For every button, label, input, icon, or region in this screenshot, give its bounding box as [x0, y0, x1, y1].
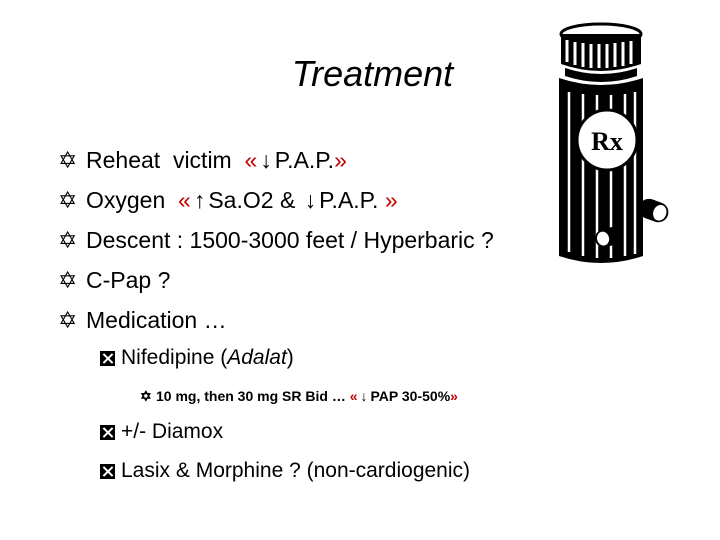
down-arrow-icon: ↓ [360, 388, 368, 404]
sub-item-nifedipine [100, 342, 294, 374]
star-bullet-icon: ✡ [58, 146, 78, 173]
sub-item-text-italic: Adalat [227, 346, 287, 369]
star-bullet-icon: ✡ [58, 226, 78, 253]
sub-item-text: Nifedipine ( [121, 346, 228, 369]
detail-dosage [140, 385, 458, 407]
star-bullet-icon: ✡ [58, 266, 78, 293]
bullet-text: Oxygen [86, 186, 179, 213]
open-quote: « [349, 388, 358, 404]
bullet-descent [58, 223, 494, 257]
close-quote: » [450, 388, 458, 404]
prescription-bottle-icon [545, 18, 705, 283]
sub-item-text: ) [286, 346, 294, 369]
boxed-x-icon [100, 425, 115, 440]
star-bullet-icon: ✡ [140, 387, 152, 404]
sub-item-text: +/- Diamox [121, 420, 224, 443]
bullet-text: Medication … [86, 306, 227, 333]
star-bullet-icon: ✡ [58, 186, 78, 213]
open-quote: « [178, 186, 191, 213]
open-quote: « [244, 146, 258, 173]
slide-title: Treatment [291, 53, 454, 94]
close-quote: » [384, 186, 398, 213]
close-quote: » [334, 146, 347, 173]
bullet-text: P.A.P. [319, 186, 385, 213]
bullet-oxygen [58, 183, 398, 217]
bullet-text: Reheat victim [86, 146, 245, 173]
bullet-reheat [58, 143, 347, 177]
sub-item-diamox [100, 416, 223, 448]
down-arrow-icon: ↓ [304, 186, 317, 213]
up-arrow-icon: ↑ [193, 186, 206, 213]
bullet-text: C-Pap ? [86, 266, 171, 293]
bullet-cpap [58, 263, 170, 297]
star-bullet-icon: ✡ [58, 306, 78, 333]
boxed-x-icon [100, 464, 115, 479]
detail-text: 10 mg, then 30 mg SR Bid … [156, 388, 350, 404]
bullet-text: P.A.P. [274, 146, 335, 173]
detail-text: PAP 30-50% [370, 388, 451, 404]
bullet-text: Sa.O2 & [208, 186, 302, 213]
rx-label: Rx [591, 127, 623, 156]
bullet-text: Descent : 1500-3000 feet / Hyperbaric ? [86, 226, 494, 253]
sub-item-lasix [100, 455, 470, 487]
boxed-x-icon [100, 351, 115, 366]
bullet-medication [58, 303, 227, 337]
down-arrow-icon: ↓ [260, 146, 272, 173]
sub-item-text: Lasix & Morphine ? (non-cardiogenic) [121, 459, 471, 482]
